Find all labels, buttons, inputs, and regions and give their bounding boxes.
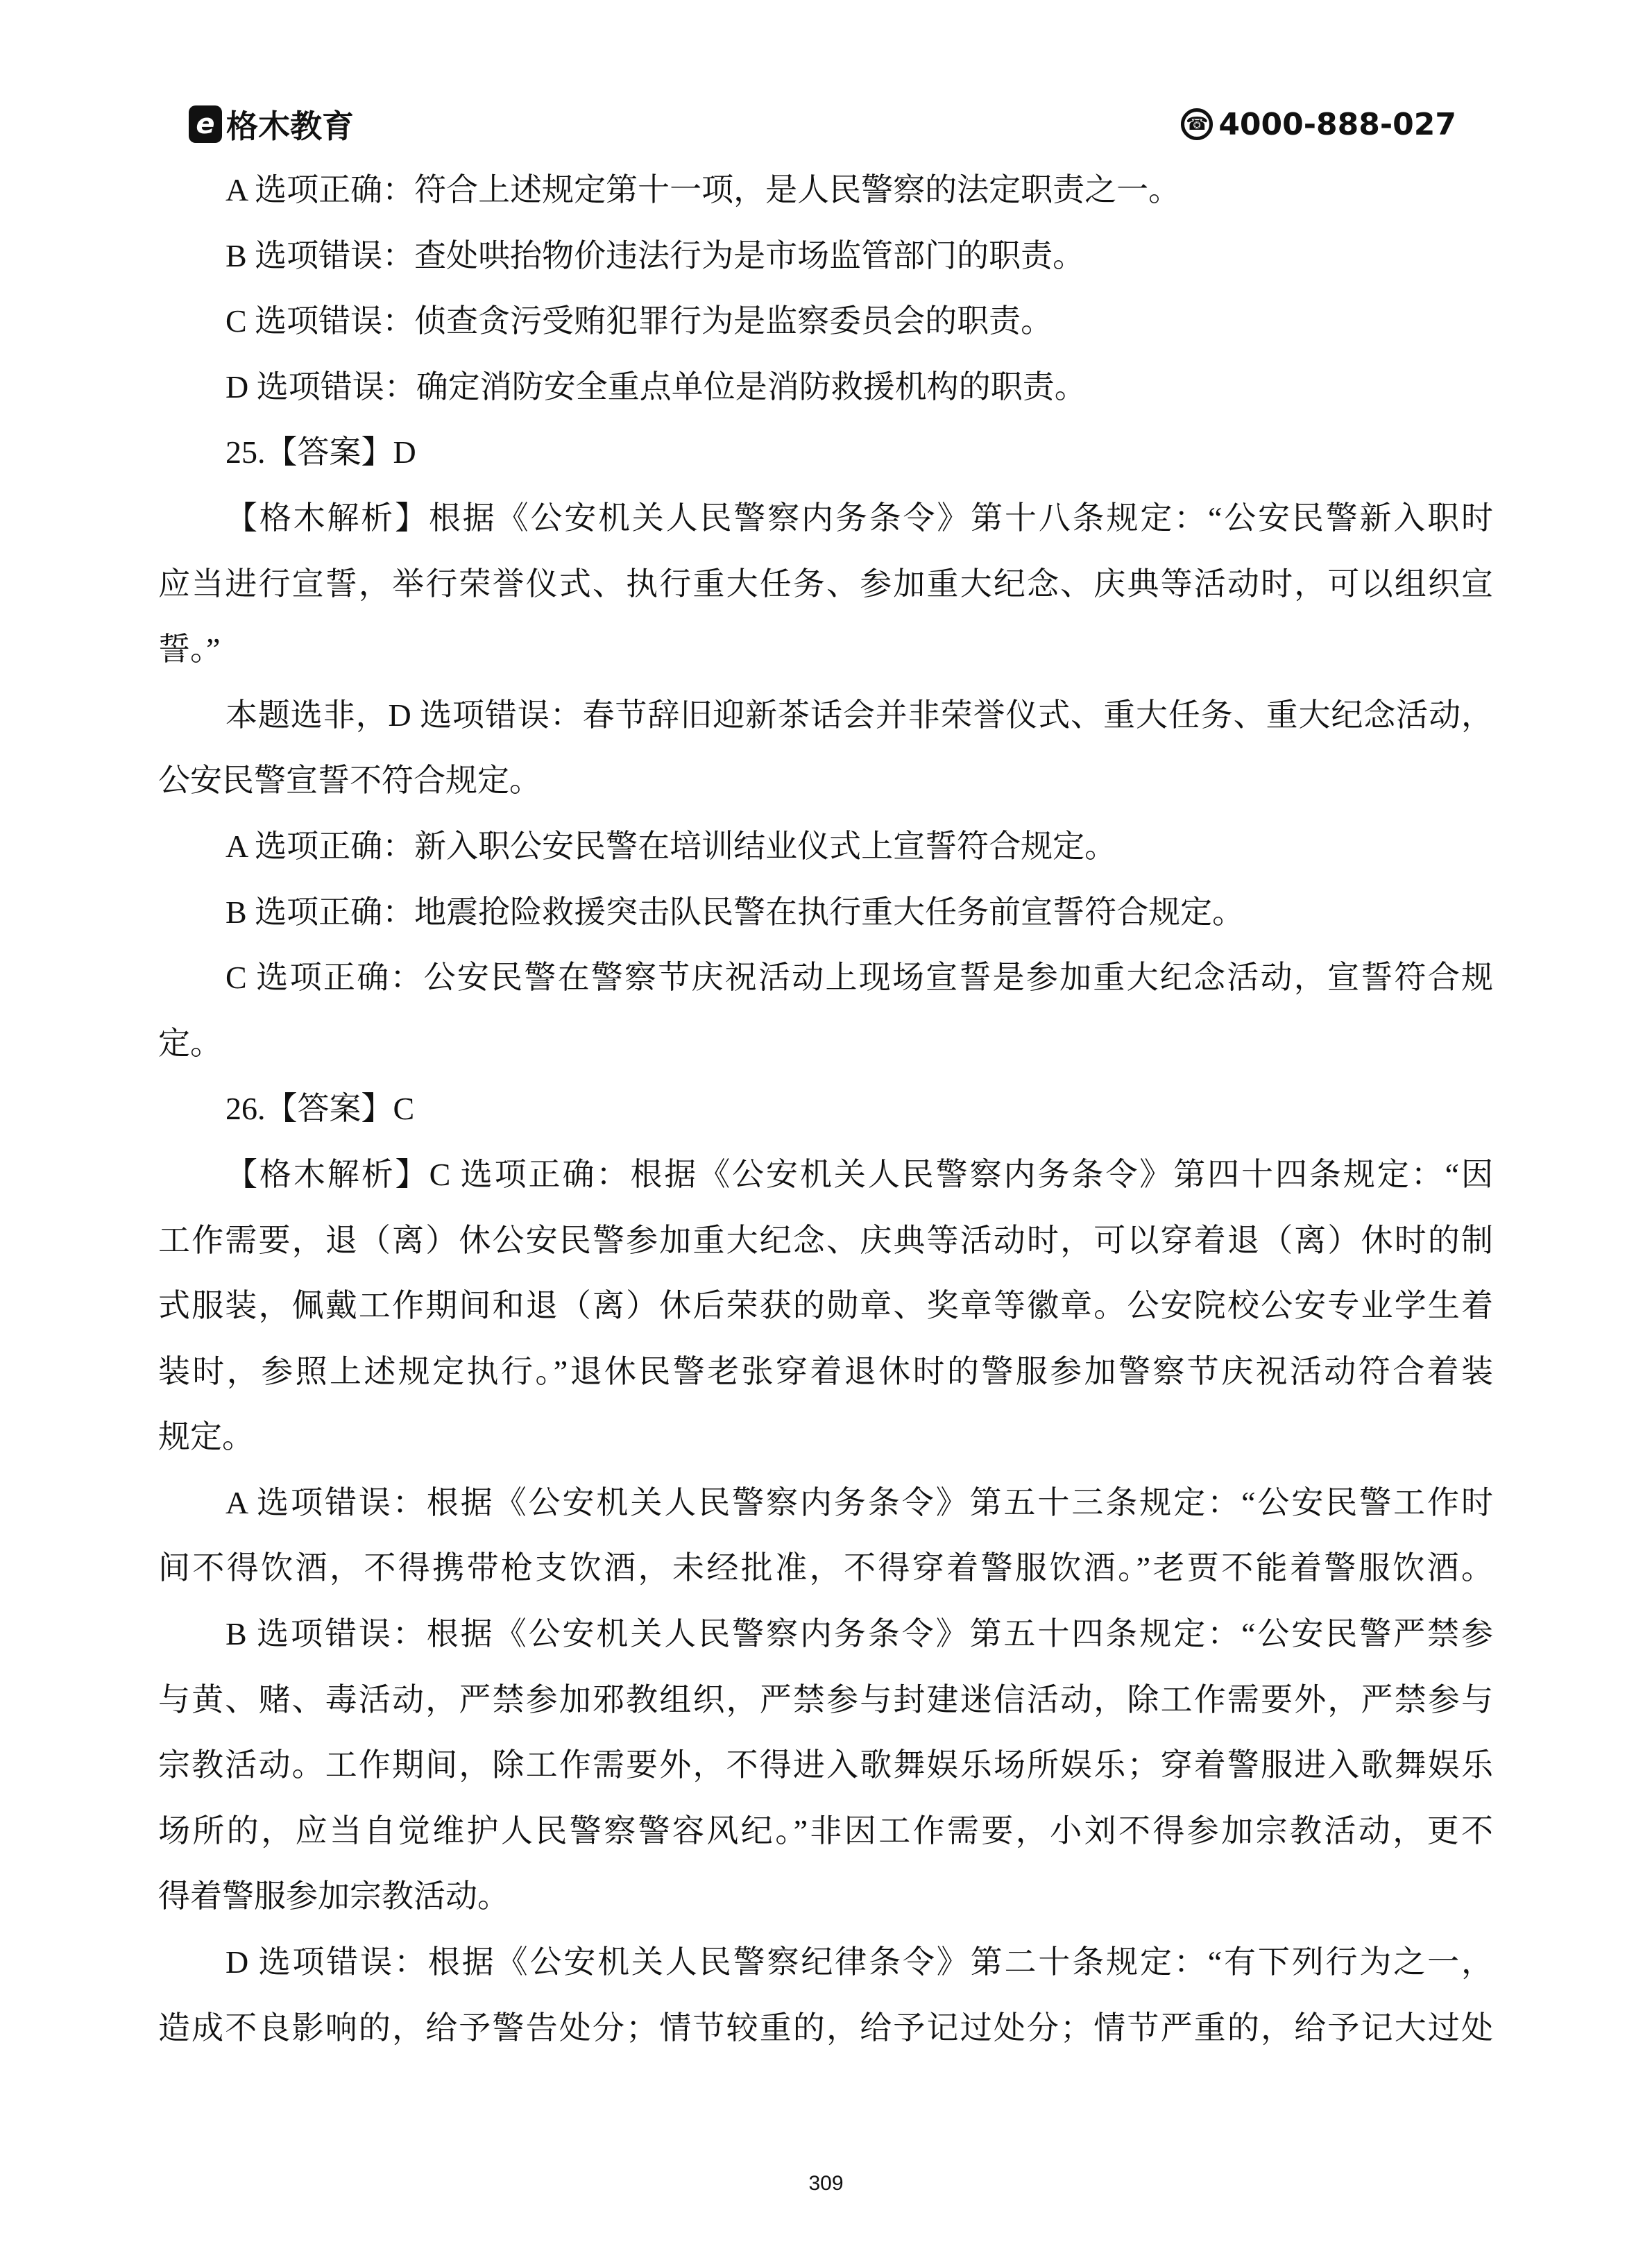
text-line: 定。 (158, 1025, 222, 1061)
text-line: 应当进行宣誓，举行荣誉仪式、执行重大任务、参加重大纪念、庆典等活动时，可以组织宣 (158, 566, 1493, 602)
text-line: 公安民警宣誓不符合规定。 (158, 763, 541, 799)
text-line: B 选项错误：查处哄抬物价违法行为是市场监管部门的职责。 (225, 237, 1085, 273)
brand-logo (189, 103, 354, 146)
text-line: 造成不良影响的，给予警告处分；情节较重的，给予记过处分；情节严重的，给予记大过处 (158, 2010, 1493, 2046)
text-line: 规定。 (158, 1419, 254, 1455)
text-line: 本题选非，D 选项错误：春节辞旧迎新茶话会并非荣誉仪式、重大任务、重大纪念活动， (225, 697, 1493, 733)
text-line: C 选项正确：公安民警在警察节庆祝活动上现场宣誓是参加重大纪念活动，宣誓符合规 (225, 960, 1493, 996)
document-body (158, 158, 1493, 2061)
text-line: D 选项错误：确定消防安全重点单位是消防救援机构的职责。 (225, 368, 1087, 405)
text-line: D 选项错误：根据《公安机关人民警察纪律条令》第二十条规定：“有下列行为之一， (225, 1944, 1493, 1980)
phone-icon: ☎ (1181, 108, 1213, 140)
header-phone (1181, 103, 1456, 146)
text-line: 25.【答案】D (225, 434, 416, 470)
text-line: 场所的，应当自觉维护人民警察警容风纪。”非因工作需要，小刘不得参加宗教活动，更不 (158, 1812, 1493, 1849)
text-line: 式服装，佩戴工作期间和退（离）休后荣获的勋章、奖章等徽章。公安院校公安专业学生着 (158, 1288, 1493, 1324)
text-line: 宗教活动。工作期间，除工作需要外，不得进入歌舞娱乐场所娱乐；穿着警服进入歌舞娱乐 (158, 1747, 1493, 1783)
text-line: 工作需要，退（离）休公安民警参加重大纪念、庆典等活动时，可以穿着退（离）休时的制 (158, 1222, 1493, 1258)
text-line: 誓。” (158, 631, 221, 668)
text-line: 间不得饮酒，不得携带枪支饮酒，未经批准，不得穿着警服饮酒。”老贾不能着警服饮酒。 (158, 1550, 1493, 1586)
text-line: A 选项错误：根据《公安机关人民警察内务条令》第五十三条规定：“公安民警工作时 (225, 1484, 1493, 1520)
text-line: B 选项正确：地震抢险救援突击队民警在执行重大任务前宣誓符合规定。 (225, 894, 1245, 930)
text-line: 【格木解析】C 选项正确：根据《公安机关人民警察内务条令》第四十四条规定：“因 (225, 1156, 1493, 1192)
text-line: 得着警服参加宗教活动。 (158, 1878, 509, 1914)
text-line: 26.【答案】C (225, 1091, 415, 1127)
text-line: A 选项正确：符合上述规定第十一项，是人民警察的法定职责之一。 (225, 172, 1181, 207)
text-line: 【格木解析】根据《公安机关人民警察内务条令》第十八条规定：“公安民警新入职时 (225, 500, 1493, 536)
text-line: C 选项错误：侦查贪污受贿犯罪行为是监察委员会的职责。 (225, 303, 1053, 339)
logo-mark-icon: e (189, 105, 222, 143)
phone-number: 4000-888-027 (1218, 106, 1456, 142)
text-line: 装时，参照上述规定执行。”退休民警老张穿着退休时的警服参加警察节庆祝活动符合着装 (158, 1353, 1493, 1389)
text-line: B 选项错误：根据《公安机关人民警察内务条令》第五十四条规定：“公安民警严禁参 (225, 1616, 1493, 1652)
text-line: A 选项正确：新入职公安民警在培训结业仪式上宣誓符合规定。 (225, 828, 1117, 864)
logo-text: 格木教育 (226, 108, 354, 145)
page-number: 309 (808, 2172, 844, 2195)
text-line: 与黄、赌、毒活动，严禁参加邪教组织，严禁参与封建迷信活动，除工作需要外，严禁参与 (158, 1681, 1493, 1717)
